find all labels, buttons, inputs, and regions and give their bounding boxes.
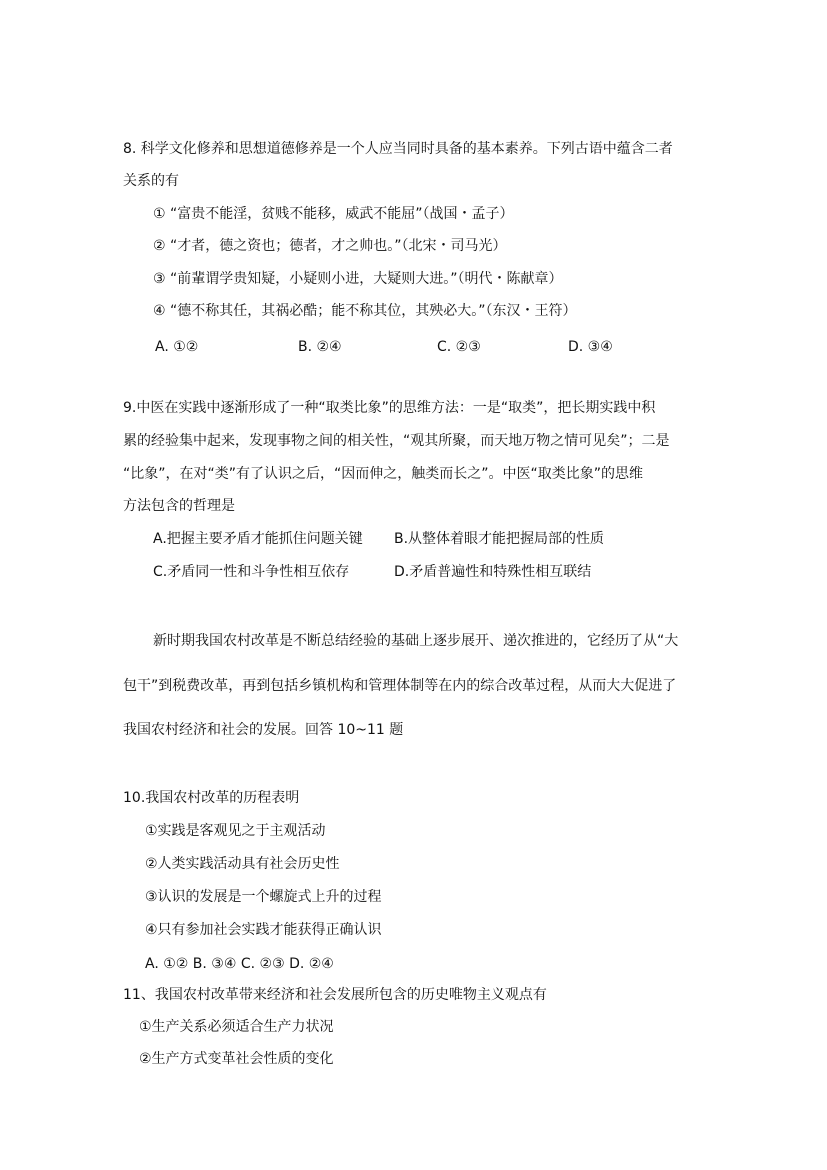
q8-option-c: C. ②③ [437, 339, 481, 355]
q9-option-b: B.从整体着眼才能把握局部的性质 [394, 531, 605, 547]
q9-option-a: A.把握主要矛盾才能抓住问题关键 [153, 531, 363, 547]
q11-item-1: ①生产关系必须适合生产力状况 [139, 1019, 334, 1035]
q8-option-a: A. ①② [155, 339, 199, 355]
q10-item-4: ④只有参加社会实践才能获得正确认识 [145, 922, 382, 938]
q10-item-1: ①实践是客观见之于主观活动 [145, 823, 326, 839]
q9-stem-line-3: “比象”，在对“类”有了认识之后，“因而伸之，触类而长之”。中医“取类比象”的思维 [123, 466, 644, 482]
q10-stem: 10.我国农村改革的历程表明 [123, 790, 300, 806]
q8-item-1: ① “富贵不能淫，贫贱不能移，威武不能屈”（战国・孟子） [153, 206, 514, 222]
q9-option-d: D.矛盾普遍性和特殊性相互联结 [394, 564, 592, 580]
q9-stem-line-4: 方法包含的哲理是 [123, 498, 235, 514]
q8-item-4: ④ “德不称其任，其祸必酷；能不称其位，其殃必大。”（东汉・王符） [153, 303, 577, 319]
passage-line-1: 新时期我国农村改革是不断总结经验的基础上逐步展开、递次推进的，它经历了从“大 [153, 633, 679, 649]
q11-stem: 11、我国农村改革带来经济和社会发展所包含的历史唯物主义观点有 [123, 987, 547, 1003]
q10-item-3: ③认识的发展是一个螺旋式上升的过程 [145, 889, 382, 905]
q8-item-2: ② “才者，德之资也；德者，才之帅也。”（北宋・司马光） [153, 238, 507, 254]
q11-item-2: ②生产方式变革社会性质的变化 [139, 1051, 334, 1067]
q10-options: A. ①② B. ③④ C. ②③ D. ②④ [145, 956, 334, 972]
q8-option-d: D. ③④ [568, 339, 613, 355]
q9-stem-line-2: 累的经验集中起来，发现事物之间的相关性，“观其所聚，而天地万物之情可见矣”；二是 [123, 433, 670, 449]
q9-option-c: C.矛盾同一性和斗争性相互依存 [153, 564, 350, 580]
q8-stem-line-2: 关系的有 [123, 173, 179, 189]
passage-line-3: 我国农村经济和社会的发展。回答 10~11 题 [123, 722, 404, 738]
q9-stem-line-1: 9.中医在实践中逐渐形成了一种“取类比象”的思维方法：一是“取类”，把长期实践中积 [123, 400, 656, 416]
q10-item-2: ②人类实践活动具有社会历史性 [145, 856, 340, 872]
q8-stem-line-1: 8. 科学文化修养和思想道德修养是一个人应当同时具备的基本素养。下列古语中蕴含二者 [123, 141, 673, 157]
passage-line-2: 包干”到税费改革，再到包括乡镇机构和管理体制等在内的综合改革过程，从而大大促进了 [123, 678, 677, 694]
q8-option-b: B. ②④ [298, 339, 342, 355]
q8-item-3: ③ “前輩谓学贵知疑，小疑则小进，大疑则大进。”（明代・陈献章） [153, 271, 563, 287]
